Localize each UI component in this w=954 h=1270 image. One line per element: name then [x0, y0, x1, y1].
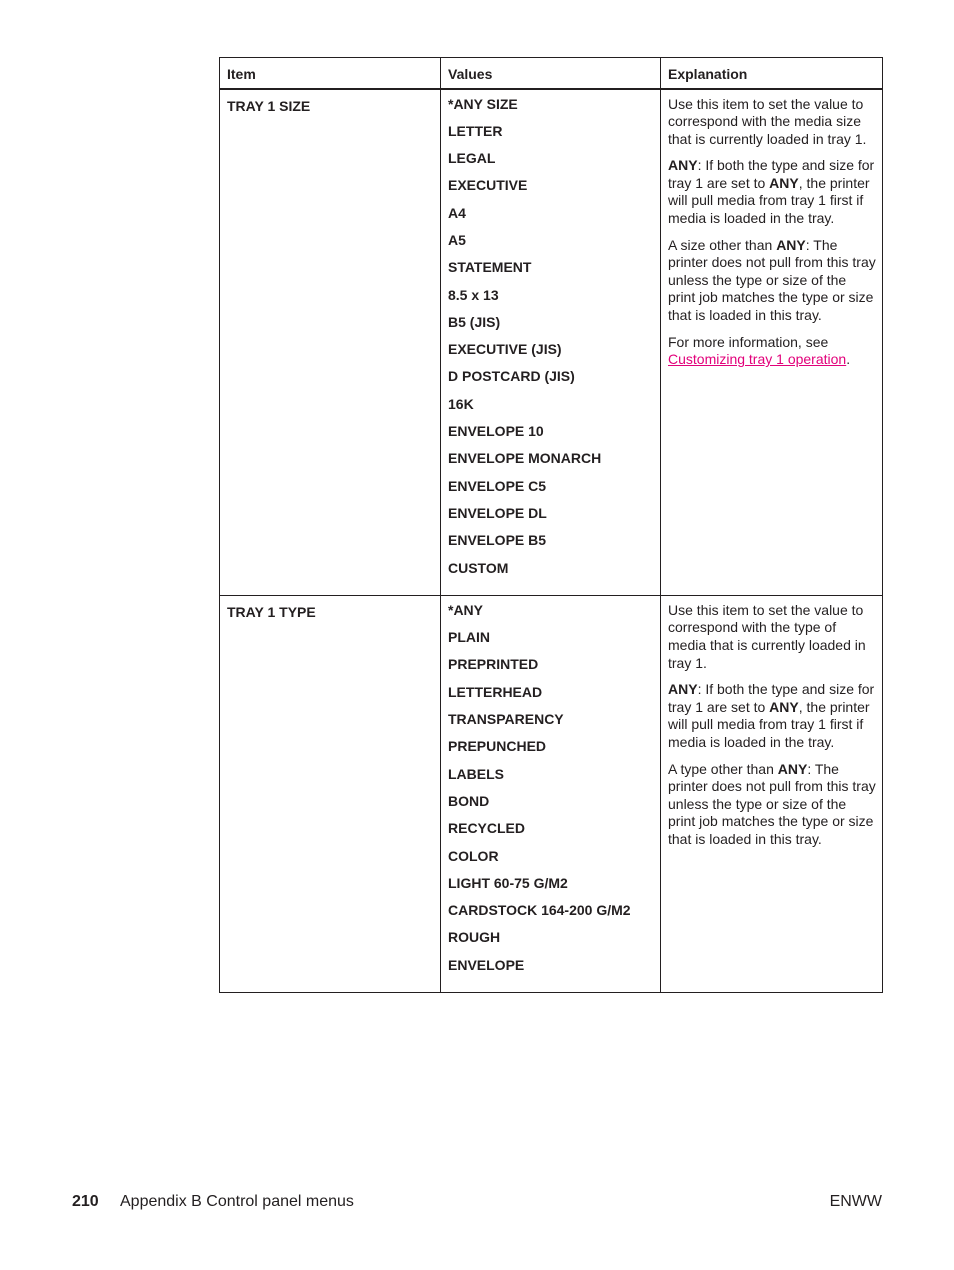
value-item: LEGAL [448, 150, 496, 167]
value-item: CUSTOM [448, 559, 509, 576]
value-item: COLOR [448, 847, 499, 864]
explanation-cell [661, 89, 883, 596]
header-item: Item [220, 58, 441, 89]
value-item: ENVELOPE [448, 956, 525, 973]
value-item: *ANY SIZE [448, 95, 518, 112]
keyword: ANY [668, 681, 698, 698]
text-span: : The printer does not pull from this tray unless the type or size of the print job matches the type or size that is loaded in this tray. [668, 760, 876, 847]
values-cell [441, 89, 661, 596]
value-item: A5 [448, 231, 466, 248]
value-item: PREPUNCHED [448, 738, 547, 755]
item-name: TRAY 1 SIZE [227, 97, 311, 114]
text-span: : If both the type and size for tray 1 are set to [668, 157, 875, 191]
item-cell [220, 89, 441, 596]
keyword: ANY [668, 157, 698, 174]
value-item: EXECUTIVE [448, 177, 528, 194]
keyword: ANY [776, 236, 806, 253]
value-item: BOND [448, 792, 490, 809]
value-item: PREPRINTED [448, 656, 539, 673]
table-row-tray1-type [220, 595, 883, 992]
text-span: A size other than [668, 236, 777, 253]
explanation-paragraph [668, 681, 876, 751]
item-cell [220, 595, 441, 992]
page-footer [72, 1193, 882, 1213]
value-item: ENVELOPE B5 [448, 532, 547, 549]
footer-right: ENWW [829, 1193, 882, 1210]
keyword: ANY [769, 698, 799, 715]
value-item: LETTER [448, 122, 503, 139]
value-item: TRANSPARENCY [448, 711, 564, 728]
customizing-tray1-link[interactable]: Customizing tray 1 operation [668, 351, 847, 368]
value-item: EXECUTIVE (JIS) [448, 341, 562, 358]
explanation-paragraph: Use this item to set the value to correspond with the media size that is currently loaded in tray 1. [668, 95, 867, 147]
value-item: LABELS [448, 765, 504, 782]
header-explanation: Explanation [661, 58, 883, 89]
explanation-paragraph [668, 237, 876, 325]
value-item: ENVELOPE 10 [448, 423, 544, 440]
explanation-cell [661, 595, 883, 992]
keyword: ANY [777, 760, 808, 777]
value-item: B5 (JIS) [448, 313, 501, 330]
values-cell [441, 595, 661, 992]
value-item: CARDSTOCK 164-200 G/M2 [448, 902, 631, 919]
value-item: STATEMENT [448, 259, 532, 276]
explanation-paragraph [668, 334, 876, 369]
value-item: LIGHT 60-75 G/M2 [448, 874, 568, 891]
text-span: , the printer will pull media from tray 1 first if media is loaded in the tray. [668, 174, 870, 227]
text-span: , the printer will pull media from tray 1 first if media is loaded in the tray. [668, 698, 870, 750]
value-item: 16K [448, 395, 474, 412]
value-item: LETTERHEAD [448, 683, 543, 700]
values-list [448, 90, 654, 595]
page-number: 210 [72, 1193, 99, 1210]
value-item: 8.5 x 13 [448, 286, 499, 303]
value-item: ENVELOPE MONARCH [448, 450, 602, 467]
value-item: D POSTCARD (JIS) [448, 368, 575, 385]
keyword: ANY [769, 174, 799, 191]
value-item: A4 [448, 204, 466, 221]
value-item: ENVELOPE DL [448, 504, 547, 521]
value-item: *ANY [448, 601, 484, 618]
values-list [448, 596, 654, 992]
explanation-paragraph: Use this item to set the value to correspond with the type of media that is currently loaded in tray 1. [668, 601, 866, 671]
footer-title: Appendix B Control panel menus [120, 1193, 354, 1210]
table-header-row [220, 58, 883, 89]
header-values: Values [441, 58, 661, 89]
text-span: For more information, see [668, 333, 829, 350]
text-span: A type other than [668, 760, 778, 777]
text-span: : If both the type and size for tray 1 are set to [668, 681, 875, 715]
explanation-paragraph [668, 761, 876, 849]
value-item: PLAIN [448, 629, 490, 646]
value-item: ENVELOPE C5 [448, 477, 547, 494]
explanation-paragraph [668, 157, 876, 227]
control-panel-menu-table [219, 57, 883, 993]
item-name: TRAY 1 TYPE [227, 603, 316, 620]
table-row-tray1-size [220, 89, 883, 596]
value-item: RECYCLED [448, 820, 526, 837]
text-span: . [846, 351, 851, 368]
text-span: : The printer does not pull from this tray unless the type or size of the print job matches the type or size that is loaded in this tray. [668, 236, 876, 324]
value-item: ROUGH [448, 929, 501, 946]
